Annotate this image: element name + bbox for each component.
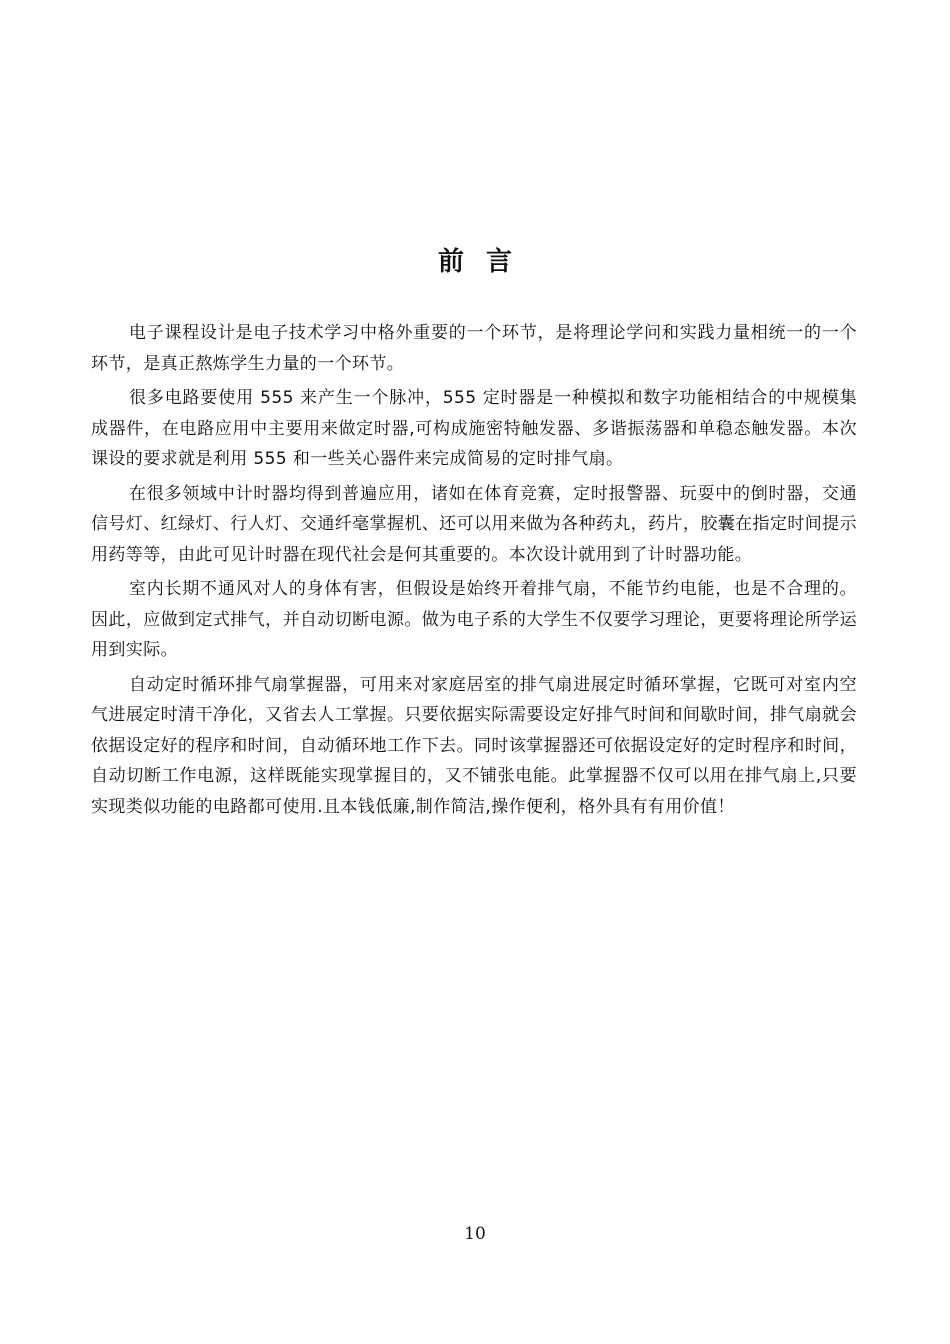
paragraph-4: 室内长期不通风对人的身体有害，但假设是始终开着排气扇，不能节约电能，也是不合理的。因此，应做到定式排气，并自动切断电源。做为电子系的大学生不仅要学习理论，更要将理论所学运用到实际。: [91, 579, 857, 660]
body-text: [91, 318, 857, 826]
paragraph-5: 自动定时循环排气扇掌握器，可用来对家庭居室的排气扇进展定时循环掌握，它既可对室内空气进展定时清干净化，又省去人工掌握。只要依据实际需要设定好排气时间和间歇时间，排气扇就会依据设定好的程序和时间，自动循环地工作下去。同时该掌握器还可依据设定好的定时程序和时间，自动切断工作电源，这样既能实现掌握目的，又不铺张电能。此掌握器不仅可以用在排气扇上,只要实现类似功能的电路都可使用.且本钱低廉,制作简洁,操作便利，格外具有有用价值！: [91, 674, 857, 817]
paragraph-2: 很多电路要使用 555 来产生一个脉冲，555 定时器是一种模拟和数字功能相结合的中规模集成器件，在电路应用中主要用来做定时器,可构成施密特触发器、多谐振荡器和单稳态触发器。本次课设的要求就是利用 555 和一些关心器件来完成简易的定时排气扇。: [91, 388, 857, 469]
page-title: 前言: [437, 247, 534, 277]
page-number: 10: [464, 1224, 486, 1244]
paragraph-1: 电子课程设计是电子技术学习中格外重要的一个环节，是将理论学问和实践力量相统一的一个环节，是真正熬炼学生力量的一个环节。: [91, 323, 857, 374]
paragraph-3: 在很多领域中计时器均得到普遍应用，诸如在体育竞赛，定时报警器、玩耍中的倒时器，交通信号灯、红绿灯、行人灯、交通纤毫掌握机、还可以用来做为各种药丸，药片，胶囊在指定时间提示用药等等，由此可见计时器在现代社会是何其重要的。本次设计就用到了计时器功能。: [91, 483, 857, 565]
